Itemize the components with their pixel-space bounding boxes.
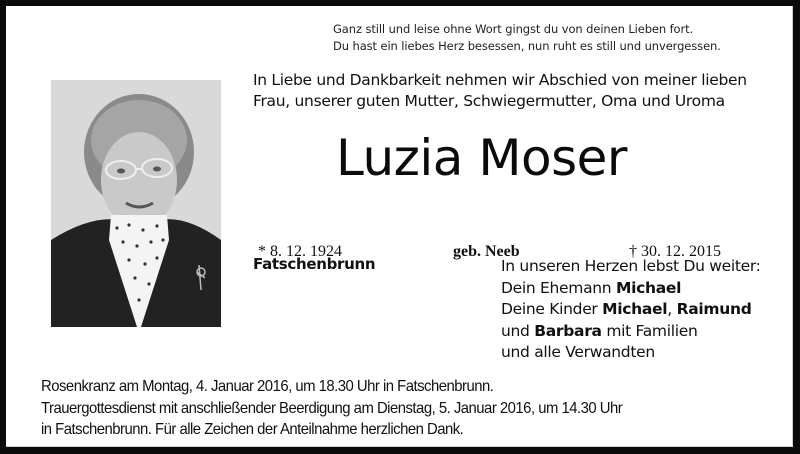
funeral-line-2: Trauergottesdienst mit anschließender Beerdigung am Dienstag, 5. Januar 2016, um 14.30 Uhr (41, 399, 623, 417)
obituary-notice (6, 6, 793, 447)
funeral-line-1: Rosenkranz am Montag, 4. Januar 2016, um 18.30 Uhr in Fatschenbrunn. (41, 378, 494, 395)
child-name-2: Raimund (676, 300, 752, 318)
and-word: und (501, 321, 535, 340)
motto-line-1: Ganz still und leise ohne Wort gingst du von deinen Lieben fort. (333, 22, 694, 36)
child-name-1: Michael (602, 300, 668, 318)
mourners-heading: In unseren Herzen lebst Du weiter: (501, 257, 761, 275)
husband-name: Michael (615, 278, 682, 297)
intro-line-1: In Liebe und Dankbarkeit nehmen wir Abschied von meiner lieben (253, 71, 747, 89)
intro-text (253, 70, 747, 112)
mourner-husband-line (501, 278, 761, 300)
funeral-line-3: in Fatschenbrunn. Für alle Zeichen der Anteilnahme herzlichen Dank. (41, 421, 464, 438)
motto-verse (333, 21, 721, 55)
birth-date: * 8. 12. 1924 (258, 243, 342, 260)
portrait-photo (51, 80, 221, 327)
separator: , (667, 300, 677, 318)
families-suffix: mit Familien (601, 321, 698, 340)
motto-line-2: Du hast ein liebes Herz besessen, nun ruht es still und unvergessen. (333, 39, 721, 53)
maiden-name: geb. Neeb (453, 243, 520, 260)
residence-place: Fatschenbrunn (253, 255, 376, 273)
mourner-relatives-line: und alle Verwandten (501, 343, 655, 361)
portrait-image (51, 80, 221, 327)
intro-line-2: Frau, unserer guten Mutter, Schwiegermutter, Oma und Uroma (253, 92, 725, 110)
deceased-name: Luzia Moser (336, 129, 627, 187)
children-prefix: Deine Kinder (501, 300, 603, 318)
funeral-details (41, 376, 622, 441)
mourner-children-line-2 (501, 321, 761, 343)
death-date: † 30. 12. 2015 (629, 243, 721, 260)
mourner-children-line (501, 299, 761, 321)
child-name-3: Barbara (534, 321, 602, 340)
husband-prefix: Dein Ehemann (501, 278, 616, 297)
mourners-list (501, 256, 761, 364)
